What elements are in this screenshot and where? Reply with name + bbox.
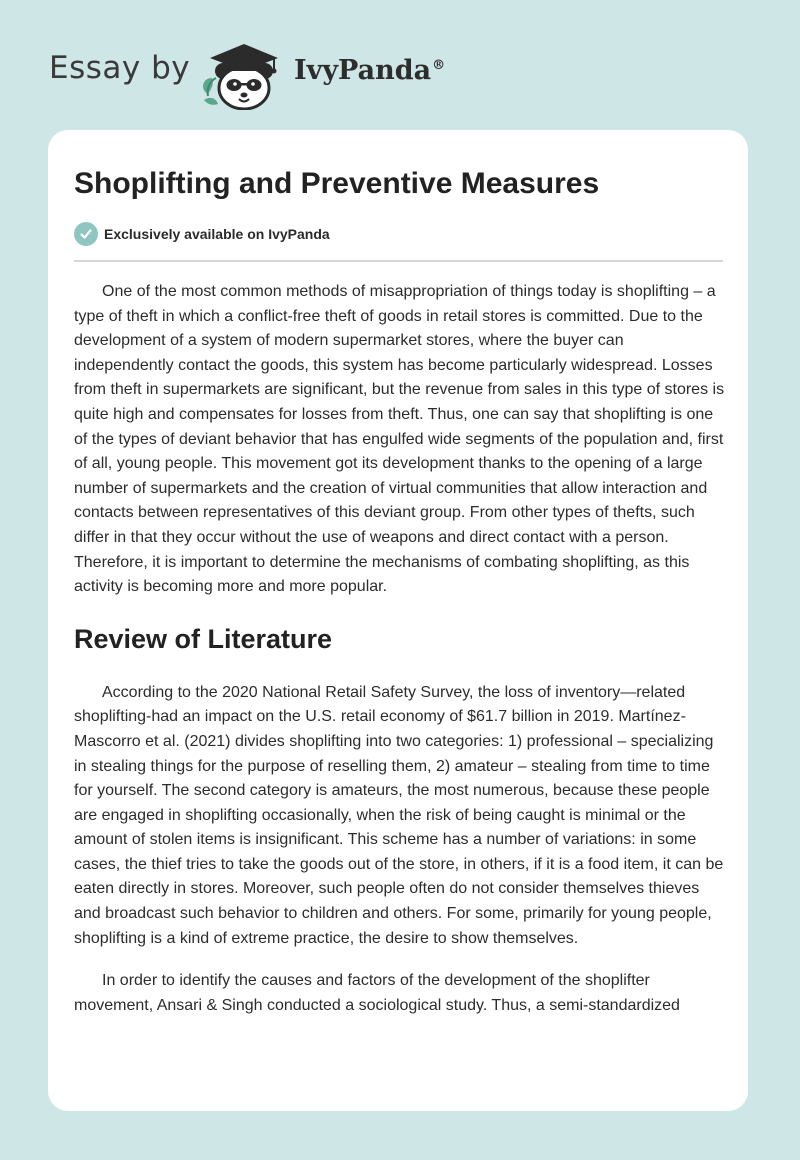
- exclusive-badge: [74, 222, 330, 246]
- page-title: Shoplifting and Preventive Measures: [74, 167, 600, 200]
- essay-body: [74, 280, 726, 1018]
- section-heading: Review of Literature: [74, 623, 333, 654]
- check-icon: [74, 222, 98, 246]
- registered-mark: ®: [432, 58, 446, 73]
- brand-name[interactable]: [294, 55, 445, 86]
- site-header: [0, 0, 800, 130]
- panda-graduate-icon[interactable]: [198, 38, 290, 110]
- brand-text: IvyPanda: [294, 55, 432, 86]
- intro-paragraph: One of the most common methods of misappropriation of things today is shoplifting – a type of theft in which a conflict-free theft of goods in retail stores is committed. Due to the development of a system of modern supermarket stores, where the buyer can independently contact the goods, this system has become particularly widespread. Losses from theft in supermarkets are significant, but the revenue from sales in this type of stores is quite high and compensates for losses from theft. Thus, one can say that shoplifting is one of the types of deviant behavior that has engulfed wide segments of the population and, first of all, young people. This movement got its development thanks to the opening of a large number of supermarkets and the creation of virtual communities that allow interaction and contacts between representatives of this deviant group. From other types of thefts, such differ in that they occur without the use of weapons and direct contact with a person. Therefore, it is important to determine the mechanisms of combating shoplifting, as this activity is becoming more and more popular.: [74, 283, 725, 596]
- body-paragraph: In order to identify the causes and factors of the development of the shoplifter movement, Ansari & Singh conducted a sociological study. Thus, a semi-standardized: [74, 972, 680, 1014]
- essay-by-label: Essay by: [49, 50, 191, 86]
- divider: [74, 260, 723, 262]
- essay-card: [48, 130, 748, 1111]
- body-paragraph: According to the 2020 National Retail Safety Survey, the loss of inventory—related shoplifting-had an impact on the U.S. retail economy of $61.7 billion in 2019. Martínez-Mascorro et al. (2021) divides shoplifting into two categories: 1) professional – specializing in stealing things for the purpose of reselling them, 2) amateur – stealing from time to time for yourself. The second category is amateurs, the most numerous, because these people are engaged in shoplifting occasionally, when the risk of being caught is minimal or the amount of stolen items is insignificant. This scheme has a number of variations: in some cases, the thief tries to take the goods out of the store, in others, if it is a food item, it can be eaten directly in stores. Moreover, such people often do not consider themselves thieves and broadcast such behavior to children and others. For some, primarily for young people, shoplifting is a kind of extreme practice, the desire to show themselves.: [74, 683, 724, 947]
- badge-label: Exclusively available on IvyPanda: [104, 226, 330, 242]
